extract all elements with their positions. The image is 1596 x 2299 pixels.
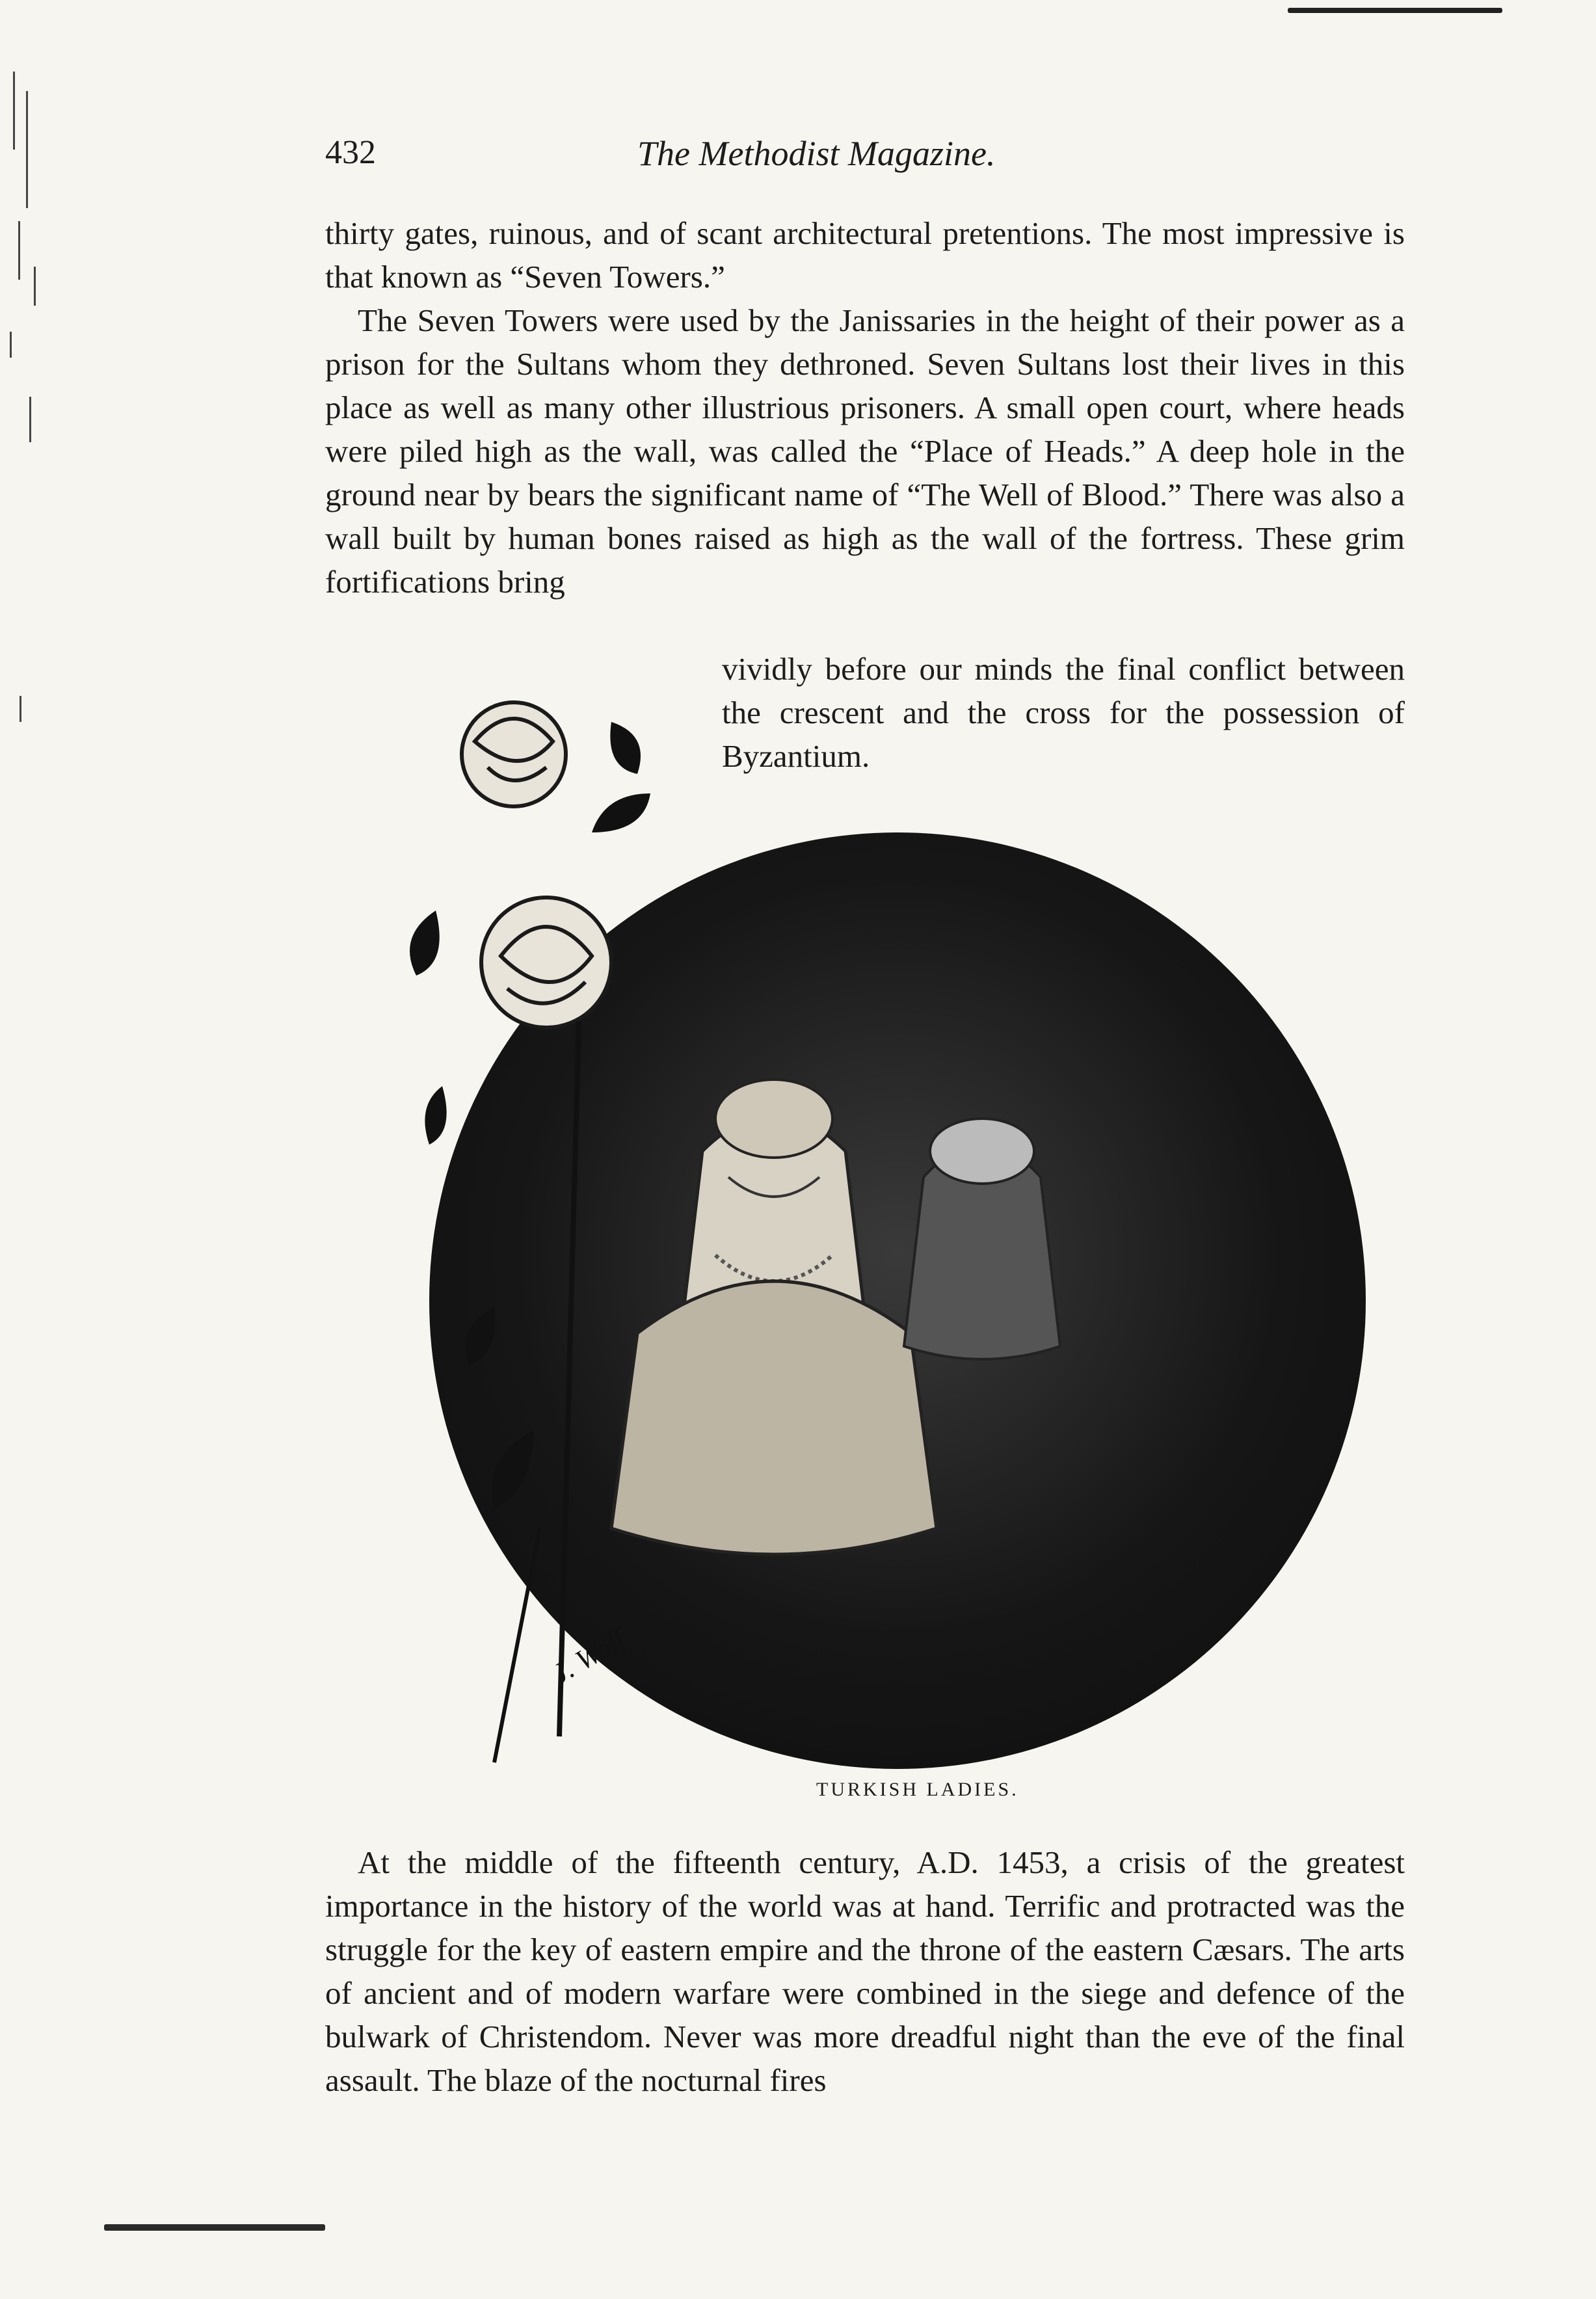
running-title: The Methodist Magazine. bbox=[637, 134, 996, 173]
page-header bbox=[325, 133, 1431, 179]
artist-signature: J. Wolf bbox=[546, 1623, 631, 1690]
body-text-top bbox=[325, 211, 1405, 604]
scan-artifact-top bbox=[1288, 8, 1502, 13]
paragraph: thirty gates, ruinous, and of scant architectural pretentions. The most impressive is that known as “Seven Towers.” bbox=[325, 215, 1405, 295]
paragraph: The Seven Towers were used by the Janissaries in the height of their power as a prison for the Sultans whom they dethroned. Seven Sultans lost their lives in this place as well as many other illustrious prisoners. A small open court, where heads were piled high as the wall, was called the “Place of Heads.” A deep hole in the ground near by bears the significant name of “The Well of Blood.” There was also a wall built by human bones raised as high as the wall of the fortress. These grim fortifications bring bbox=[325, 302, 1405, 600]
page-number: 432 bbox=[325, 134, 376, 171]
illustration-turkish-ladies bbox=[364, 683, 1379, 1769]
body-text-bottom bbox=[325, 1841, 1405, 2102]
margin-binding-marks bbox=[0, 59, 59, 774]
scan-artifact-bottom bbox=[104, 2224, 325, 2231]
paragraph: At the middle of the fifteenth century, A.D. 1453, a crisis of the greatest importance in the history of the world was at hand. Terrific and protracted was the struggle for the key of eastern empire and the throne of the eastern Cæsars. The arts of ancient and of modern warfare were combined in the siege and defence of the bulwark of Christendom. Never was more dreadful night than the eve of the final assault. The blaze of the nocturnal fires bbox=[325, 1844, 1405, 2098]
illustration-drawing bbox=[364, 683, 1379, 1769]
paragraph-wrap-continuation: vividly before our minds the final conflict between the crescent and the cross for the possession of Byzantium. bbox=[722, 651, 1405, 774]
figure-caption: TURKISH LADIES. bbox=[816, 1779, 1019, 1800]
